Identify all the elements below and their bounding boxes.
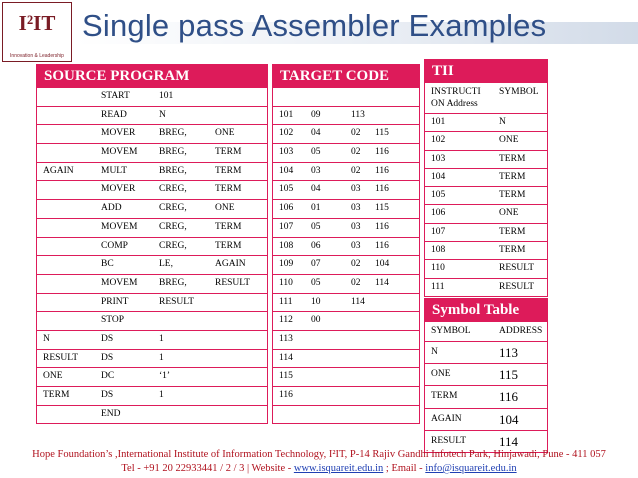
symbol-table-col-symbol: SYMBOL <box>431 326 471 336</box>
target-code-cell: 05 <box>311 221 321 232</box>
target-code-cell: 116 <box>375 184 389 195</box>
source-program-cell: CREG, <box>159 240 187 251</box>
target-code-cell: 03 <box>351 184 361 195</box>
source-program-cell: TERM <box>43 390 70 400</box>
tii-header: TII <box>424 59 548 83</box>
source-program-row <box>37 387 267 406</box>
target-code-rows <box>272 88 420 424</box>
symbol-table-header: Symbol Table <box>424 298 548 322</box>
target-code-cell: 107 <box>279 221 294 232</box>
target-code-row <box>273 238 419 257</box>
tii-row <box>425 169 547 187</box>
page-title: Single pass Assembler Examples <box>82 8 547 43</box>
target-code-cell: 116 <box>279 390 293 400</box>
tii-cell: 106 <box>431 208 446 219</box>
target-code-row <box>273 256 419 275</box>
source-program-row <box>37 312 267 331</box>
tii-cell: ONE <box>499 135 519 146</box>
tii-cell: 107 <box>431 226 446 237</box>
symbol-table-cell: RESULT <box>431 435 467 446</box>
symbol-table-row <box>425 364 547 386</box>
target-code-cell: 104 <box>375 259 390 270</box>
source-program-cell: READ <box>101 109 127 120</box>
tii-row <box>425 242 547 260</box>
target-code-row <box>273 312 419 331</box>
source-program-cell: RESULT <box>159 296 195 307</box>
tii-column-header <box>425 83 547 114</box>
source-program-cell: N <box>43 333 50 344</box>
source-program-cell: BC <box>101 259 114 270</box>
tii-cell: TERM <box>499 153 526 164</box>
target-code-cell: 114 <box>351 296 365 307</box>
target-code-row <box>273 331 419 350</box>
source-program-cell: ADD <box>101 203 122 214</box>
target-code-cell: 113 <box>279 333 293 344</box>
tii-cell: 110 <box>431 263 445 274</box>
source-program-row <box>37 219 267 238</box>
source-program-cell: MOVEM <box>101 221 138 232</box>
source-program-cell: END <box>101 408 121 419</box>
source-program-row <box>37 275 267 294</box>
source-program-row <box>37 368 267 387</box>
tii-cell: 111 <box>431 281 445 292</box>
tii-cell: TERM <box>499 245 526 256</box>
source-program-cell: N <box>159 109 166 120</box>
target-code-row <box>273 163 419 182</box>
target-code-cell: 09 <box>311 109 321 120</box>
tii-cell: TERM <box>499 226 526 237</box>
tii-cell: TERM <box>499 171 526 182</box>
target-code-row <box>273 294 419 313</box>
source-program-cell: 101 <box>159 91 174 101</box>
symbol-table-cell: N <box>431 347 438 357</box>
target-code-cell: 02 <box>351 259 361 270</box>
source-program-row <box>37 200 267 219</box>
tii-cell: RESULT <box>499 281 535 292</box>
source-program-cell: STOP <box>101 315 125 326</box>
symbol-table-cell: 114 <box>499 433 519 449</box>
source-program-cell: BREG, <box>159 277 187 288</box>
footer-contact <box>0 463 638 474</box>
tii-cell: ONE <box>499 208 519 219</box>
target-code-cell: 116 <box>375 240 389 251</box>
source-program-cell: TERM <box>215 184 242 195</box>
source-program-cell: BREG, <box>159 165 187 176</box>
source-program-row <box>37 88 267 107</box>
symbol-table-row <box>425 386 547 408</box>
symbol-table-row <box>425 409 547 431</box>
target-code-cell: 116 <box>375 221 389 232</box>
source-program-cell: BREG, <box>159 147 187 158</box>
source-program-cell: TERM <box>215 221 242 232</box>
symbol-table-cell: 115 <box>499 367 519 383</box>
symbol-table-cell: TERM <box>431 391 458 402</box>
target-code-cell: 01 <box>311 203 321 214</box>
target-code-row <box>273 406 419 424</box>
tii-cell: 101 <box>431 117 446 127</box>
target-code-cell: 103 <box>279 147 294 158</box>
source-program-row <box>37 331 267 350</box>
symbol-table-rows <box>424 322 548 453</box>
target-code-header: TARGET CODE <box>272 64 420 88</box>
source-program-cell: BREG, <box>159 128 187 139</box>
target-code-cell: 105 <box>279 184 294 195</box>
target-code-cell: 03 <box>351 203 361 214</box>
tii-row <box>425 151 547 169</box>
tii-cell: N <box>499 117 506 127</box>
footer-phone: Tel - +91 20 22933441 / 2 / 3 | Website - <box>121 463 294 474</box>
target-code-cell: 116 <box>375 165 389 176</box>
i2it-logo-mark <box>9 5 65 41</box>
tii-row <box>425 132 547 150</box>
target-code-row <box>273 200 419 219</box>
tii-cell: 105 <box>431 190 446 201</box>
svg-text:I²IT: I²IT <box>18 11 56 35</box>
symbol-table-row <box>425 342 547 364</box>
source-program-cell: 1 <box>159 390 164 400</box>
source-program-cell: 1 <box>159 352 164 363</box>
source-program-row <box>37 125 267 144</box>
source-program-row <box>37 350 267 369</box>
tii-col-symbol: SYMBOL <box>499 87 539 97</box>
target-code-cell: 05 <box>311 147 321 158</box>
target-code-cell: 111 <box>279 296 293 307</box>
target-code-cell: 109 <box>279 259 294 270</box>
footer-address: Hope Foundation’s ,International Institute of Information Technology, I²IT, P-14 Rajiv Gandhi Infotech Park, Hinjawadi, Pune - 411 057 <box>32 449 606 460</box>
source-program-cell: CREG, <box>159 184 187 195</box>
target-code-cell: 04 <box>311 128 321 139</box>
tii-row <box>425 224 547 242</box>
target-code-row <box>273 368 419 387</box>
symbol-table-cell: ONE <box>431 369 451 380</box>
tii-row <box>425 205 547 223</box>
target-code-panel <box>272 64 420 424</box>
source-program-cell: TERM <box>215 147 242 158</box>
target-code-cell: 02 <box>351 128 361 139</box>
target-code-row <box>273 181 419 200</box>
source-program-cell: AGAIN <box>215 259 246 270</box>
target-code-cell: 116 <box>375 147 389 158</box>
target-code-cell: 104 <box>279 165 294 176</box>
symbol-table-cell: 104 <box>499 411 519 427</box>
target-code-cell: 05 <box>311 277 321 288</box>
target-code-cell: 02 <box>351 147 361 158</box>
source-program-panel <box>36 64 268 424</box>
tii-col-instruction-address: INSTRUCTI ON Address <box>431 87 481 109</box>
symbol-table-col-address: ADDRESS <box>499 326 543 336</box>
target-code-cell: 04 <box>311 184 321 195</box>
tii-row <box>425 114 547 132</box>
source-program-cell: ONE <box>215 203 235 214</box>
target-code-row <box>273 275 419 294</box>
target-code-cell: 115 <box>279 371 293 382</box>
source-program-cell: ONE <box>215 128 235 139</box>
source-program-row <box>37 238 267 257</box>
target-code-cell: 07 <box>311 259 321 270</box>
source-program-cell: DS <box>101 352 114 363</box>
target-code-cell: 114 <box>279 352 293 363</box>
source-program-row <box>37 294 267 313</box>
tii-rows <box>424 83 548 297</box>
target-code-row <box>273 125 419 144</box>
target-code-cell: 10 <box>311 296 321 307</box>
target-code-cell: 02 <box>351 277 361 288</box>
tii-cell: 103 <box>431 153 446 164</box>
source-program-cell: START <box>101 91 130 101</box>
target-code-cell: 03 <box>311 165 321 176</box>
source-program-cell: DC <box>101 371 115 382</box>
target-code-cell: 03 <box>351 221 361 232</box>
tii-panel <box>424 59 548 297</box>
logo-tagline: Innovation & Leadership <box>10 53 64 59</box>
source-program-cell: 1 <box>159 333 164 344</box>
target-code-cell: 102 <box>279 128 294 139</box>
website-link[interactable]: www.isquareit.edu.in <box>293 463 384 474</box>
symbol-table-cell: 113 <box>499 345 519 360</box>
target-code-cell: 113 <box>351 109 365 120</box>
symbol-table-cell: AGAIN <box>431 413 462 424</box>
tii-cell: 104 <box>431 171 446 182</box>
tii-row <box>425 279 547 296</box>
source-program-cell: RESULT <box>215 277 251 288</box>
source-program-row <box>37 163 267 182</box>
symbol-table-column-header <box>425 322 547 342</box>
target-code-row <box>273 219 419 238</box>
target-code-cell: 101 <box>279 109 294 120</box>
symbol-table-panel <box>424 298 548 453</box>
source-program-cell: TERM <box>215 165 242 176</box>
source-program-cell: RESULT <box>43 352 79 363</box>
source-program-row <box>37 107 267 126</box>
target-code-cell: 110 <box>279 277 293 288</box>
tii-cell: TERM <box>499 190 526 201</box>
symbol-table-cell: 116 <box>499 389 519 405</box>
source-program-cell: ONE <box>43 371 63 382</box>
email-link[interactable]: info@isquareit.edu.in <box>425 463 517 474</box>
source-program-cell: LE, <box>159 259 173 270</box>
target-code-row <box>273 144 419 163</box>
source-program-cell: TERM <box>215 240 242 251</box>
target-code-cell: 02 <box>351 165 361 176</box>
target-code-cell: 112 <box>279 315 293 326</box>
target-code-row <box>273 107 419 126</box>
source-program-cell: ‘1’ <box>159 371 171 382</box>
target-code-row <box>273 387 419 406</box>
source-program-cell: AGAIN <box>43 165 74 176</box>
target-code-row <box>273 350 419 369</box>
source-program-cell: MOVER <box>101 184 136 195</box>
source-program-cell: DS <box>101 390 114 400</box>
target-code-cell: 06 <box>311 240 321 251</box>
target-code-cell: 106 <box>279 203 294 214</box>
target-code-cell: 114 <box>375 277 389 288</box>
target-code-cell: 03 <box>351 240 361 251</box>
footer-email-label: ; Email - <box>383 463 426 474</box>
source-program-cell: MOVEM <box>101 277 138 288</box>
tii-cell: RESULT <box>499 263 535 274</box>
source-program-row <box>37 406 267 424</box>
target-code-row <box>273 88 419 107</box>
target-code-cell: 115 <box>375 128 389 139</box>
tii-row <box>425 260 547 278</box>
tii-cell: 108 <box>431 245 446 256</box>
source-program-row <box>37 144 267 163</box>
source-program-row <box>37 181 267 200</box>
source-program-rows <box>36 88 268 424</box>
target-code-cell: 108 <box>279 240 294 251</box>
source-program-row <box>37 256 267 275</box>
source-program-header: SOURCE PROGRAM <box>36 64 268 88</box>
institute-logo <box>2 2 72 62</box>
source-program-cell: MOVER <box>101 128 136 139</box>
target-code-cell: 115 <box>375 203 389 214</box>
source-program-cell: CREG, <box>159 203 187 214</box>
source-program-cell: MOVEM <box>101 147 138 158</box>
source-program-cell: PRINT <box>101 296 129 307</box>
target-code-cell: 00 <box>311 315 321 326</box>
source-program-cell: CREG, <box>159 221 187 232</box>
tii-row <box>425 187 547 205</box>
tii-cell: 102 <box>431 135 446 146</box>
source-program-cell: MULT <box>101 165 128 176</box>
source-program-cell: COMP <box>101 240 128 251</box>
source-program-cell: DS <box>101 333 114 344</box>
